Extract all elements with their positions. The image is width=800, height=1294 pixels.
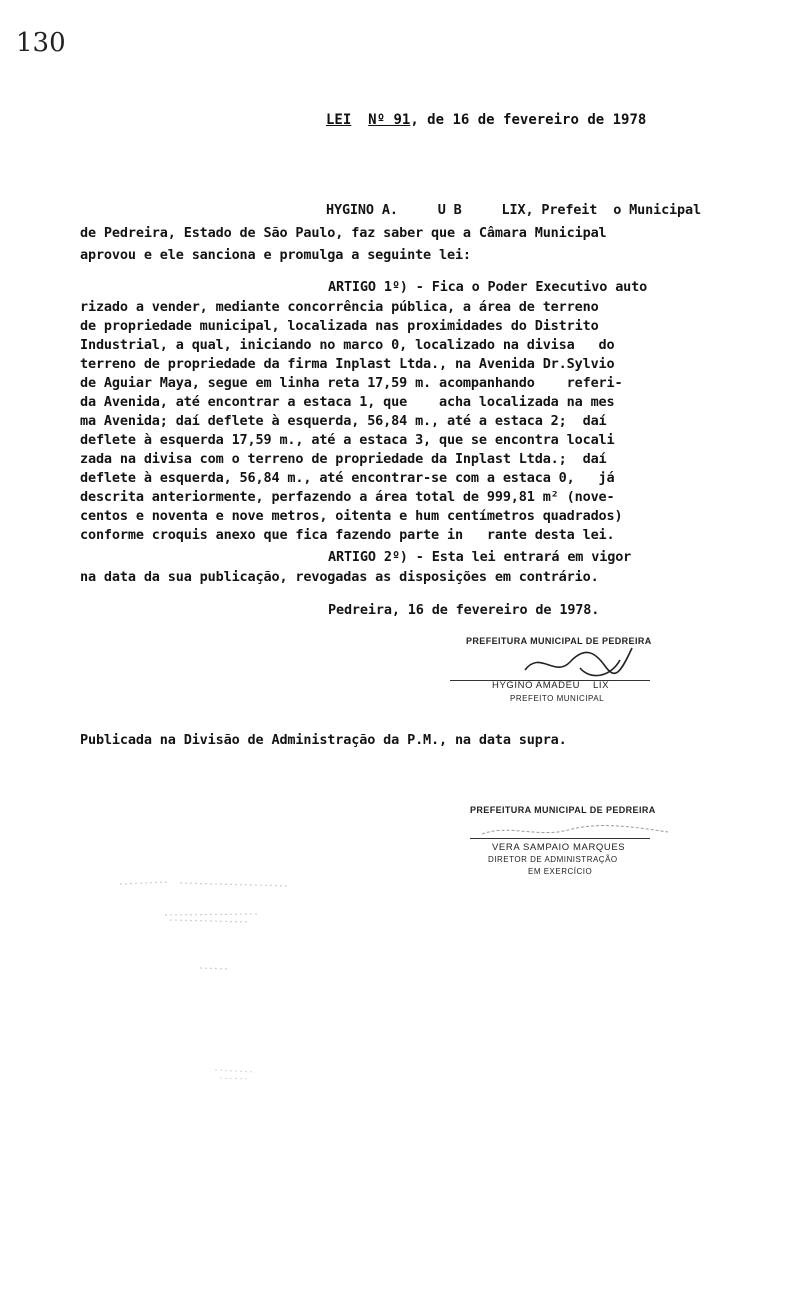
mayor-signature-scribble (520, 640, 640, 685)
artigo1-line: ARTIGO 1º) - Fica o Poder Executivo auto (328, 279, 648, 295)
bleed-through-marks (110, 870, 310, 990)
law-title (326, 112, 646, 128)
preamble-line: HYGINO A. U B LIX, Prefeit o Municipal (326, 202, 701, 218)
bleed-through-marks-2 (210, 1060, 270, 1090)
artigo1-line: terreno de propriedade da firma Inplast Ltda., na Avenida Dr.Sylvio (80, 356, 615, 372)
artigo1-line: rizado a vender, mediante concorrência pública, a área de terreno (80, 299, 599, 315)
artigo1-line: deflete à esquerda, 56,84 m., até encontrar-se com a estaca 0, já (80, 470, 615, 486)
artigo1-line: deflete à esquerda 17,59 m., até a estaca 3, que se encontra locali (80, 432, 615, 448)
artigo1-line: zada na divisa com o terreno de propriedade da Inplast Ltda.; daí (80, 451, 607, 467)
mayor-role: PREFEITO MUNICIPAL (510, 694, 605, 703)
artigo1-line: descrita anteriormente, perfazendo a área total de 999,81 m² (nove- (80, 489, 615, 505)
artigo1-line: conforme croquis anexo que fica fazendo parte in rante desta lei. (80, 527, 615, 543)
director-signature-scribble (478, 818, 678, 844)
director-signature-line (470, 838, 650, 839)
director-stamp-header: PREFEITURA MUNICIPAL DE PEDREIRA (470, 805, 656, 815)
artigo2-line: ARTIGO 2º) - Esta lei entrará em vigor (328, 549, 632, 565)
director-role-2: EM EXERCÍCIO (528, 867, 593, 876)
mayor-stamp-header: PREFEITURA MUNICIPAL DE PEDREIRA (466, 636, 652, 646)
preamble-line: de Pedreira, Estado de São Paulo, faz saber que a Câmara Municipal (80, 225, 607, 241)
mayor-name: HYGINO AMADEU LIX (492, 680, 610, 691)
artigo1-line: da Avenida, até encontrar a estaca 1, que acha localizada na mes (80, 394, 615, 410)
artigo1-line: de Aguiar Maya, segue em linha reta 17,59 m. acompanhando referi- (80, 375, 623, 391)
director-name: VERA SAMPAIO MARQUES (492, 842, 626, 853)
artigo1-line: centos e noventa e nove metros, oitenta e hum centímetros quadrados) (80, 508, 623, 524)
artigo1-line: Industrial, a qual, iniciando no marco 0, localizado na divisa do (80, 337, 615, 353)
law-number: Nº 91 (368, 112, 411, 128)
law-date: , de 16 de fevereiro de 1978 (410, 112, 647, 128)
page-number: 130 (16, 28, 66, 58)
publication-note: Publicada na Divisão de Administração da P.M., na data supra. (80, 732, 567, 748)
artigo2-line: na data da sua publicação, revogadas as disposições em contrário. (80, 569, 599, 585)
artigo1-line: de propriedade municipal, localizada nas proximidades do Distrito (80, 318, 599, 334)
director-role: DIRETOR DE ADMINISTRAÇÃO (488, 855, 618, 864)
artigo1-line: ma Avenida; daí deflete à esquerda, 56,84 m., até a estaca 2; daí (80, 413, 607, 429)
preamble-line: aprovou e ele sanciona e promulga a seguinte lei: (80, 247, 471, 263)
place-date: Pedreira, 16 de fevereiro de 1978. (328, 602, 600, 618)
law-label: LEI (326, 112, 352, 128)
